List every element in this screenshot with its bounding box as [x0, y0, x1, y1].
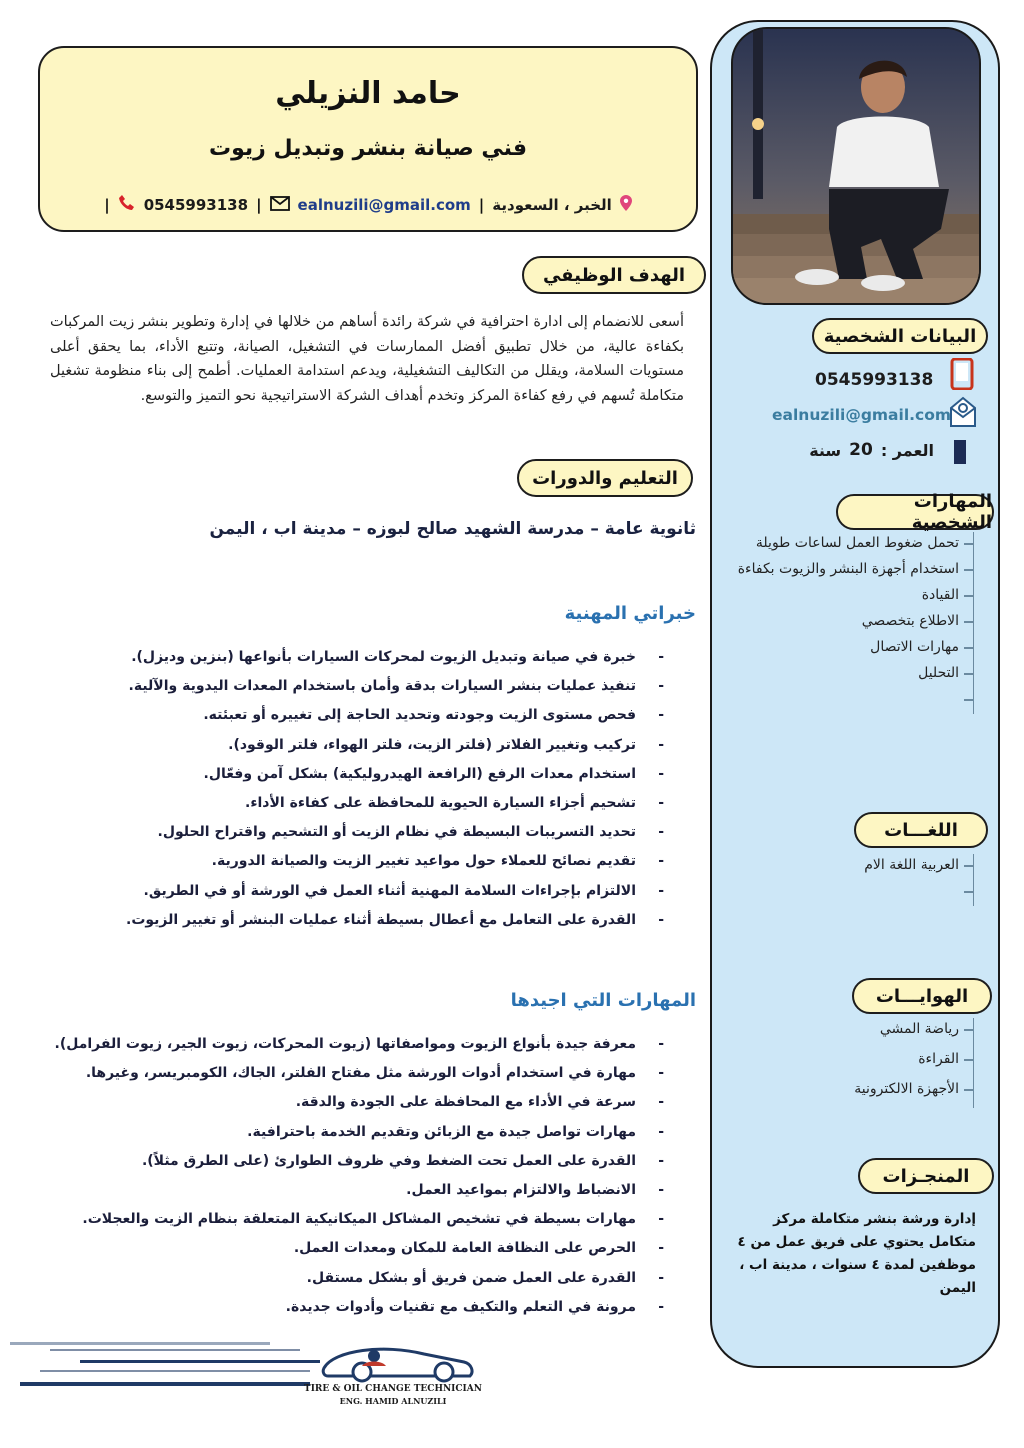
contact-line	[60, 194, 676, 216]
location-text: الخبر ، السعودية	[492, 196, 612, 214]
envelope-icon	[270, 196, 290, 215]
separator: |	[104, 196, 110, 214]
list-item	[864, 880, 973, 906]
list-item: - تركيب وتغيير الفلاتر (فلتر الزيت، فلتر الهواء، فلتر الوقود).	[126, 733, 664, 762]
age-value: 20	[849, 440, 873, 460]
list-item: - القدرة على العمل ضمن فريق أو بشكل مستقل.	[55, 1266, 665, 1295]
list-item: - مرونة في التعلم والتكيف مع تقنيات وأدوات جديدة.	[55, 1295, 665, 1324]
list-item: - فحص مستوى الزيت وجودته وتحديد الحاجة إلى تغييره أو تعبئته.	[126, 703, 664, 732]
list-item: - تنفيذ عمليات بنشر السيارات بدقة وأمان باستخدام المعدات اليدوية والآلية.	[126, 674, 664, 703]
soft-skills-heading: المهارات الشخصية	[836, 494, 994, 530]
achievements-heading: المنجـزات	[858, 1158, 994, 1194]
list-item: - خبرة في صيانة وتبديل الزيوت لمحركات السيارات بأنواعها (بنزين وديزل).	[126, 645, 664, 674]
list-item: - معرفة جيدة بأنواع الزيوت ومواصفاتها (زيوت المحركات، زيوت الجير، زيوت الفرامل).	[55, 1032, 665, 1061]
list-item: - الحرص على النظافة العامة للمكان ومعدات العمل.	[55, 1236, 665, 1265]
separator: |	[256, 196, 262, 214]
age-marker-icon	[954, 440, 966, 464]
list-item: - القدرة على العمل تحت الضغط وفي ظروف الطوارئ (على الطرق مثلاً).	[55, 1149, 665, 1178]
list-item: الأجهزة الالكترونية	[854, 1078, 973, 1108]
education-heading: التعليم والدورات	[517, 459, 693, 497]
list-item: العربية اللغة الام	[864, 854, 973, 880]
list-item: - الانضباط والالتزام بمواعيد العمل.	[55, 1178, 665, 1207]
age-label: العمر :	[880, 440, 934, 460]
list-item: - مهارات بسيطة في تشخيص المشاكل الميكانيكية المتعلقة بنظام الزيت والعجلات.	[55, 1207, 665, 1236]
email-icon	[948, 396, 978, 432]
header-phone[interactable]: 0545993138	[143, 196, 249, 214]
list-item: - تشحيم أجزاء السيارة الحيوية للمحافظة على كفاءة الأداء.	[126, 791, 664, 820]
location-pin-icon	[620, 195, 632, 215]
separator: |	[478, 196, 485, 214]
age-line	[809, 440, 934, 460]
list-item: تحمل ضغوط العمل لساعات طويلة	[738, 532, 973, 558]
experience-list	[126, 645, 664, 937]
experience-heading: خبراتي المهنية	[564, 603, 696, 624]
sidebar-email[interactable]: ealnuzili@gmail.com	[772, 406, 952, 424]
list-item: الاطلاع بتخصصي	[738, 610, 973, 636]
header-email[interactable]: ealnuzili@gmail.com	[297, 196, 471, 214]
list-item: القيادة	[738, 584, 973, 610]
list-item: - استخدام معدات الرفع (الرافعة الهيدروليكية) بشكل آمن وفعّال.	[126, 762, 664, 791]
list-item: - مهارة في استخدام أدوات الورشة مثل مفتاح الفلتر، الجاك، الكومبريسر، وغيرها.	[55, 1061, 665, 1090]
personal-info-heading: البيانات الشخصية	[812, 318, 988, 354]
list-item: التحليل	[738, 662, 973, 688]
logo-title: TIRE & OIL CHANGE TECHNICIAN	[304, 1384, 482, 1394]
hobbies-list	[854, 1018, 974, 1108]
soft-skills-list	[738, 532, 974, 714]
list-item: رياضة المشي	[854, 1018, 973, 1048]
languages-list	[864, 854, 974, 906]
list-item: مهارات الاتصال	[738, 636, 973, 662]
car-tire-logo-icon	[318, 1342, 478, 1388]
languages-heading: اللغـــات	[854, 812, 988, 848]
list-item: - القدرة على التعامل مع أعطال بسيطة أثناء عمليات البنشر أو تغيير الزيوت.	[126, 908, 664, 937]
achievements-text: إدارة ورشة بنشر متكاملة مركز متكامل يحتوي على فريق عمل من ٤ موظفين لمدة ٤ سنوات ، مدينة اب ، اليمن	[737, 1211, 976, 1296]
sidebar-phone[interactable]: 0545993138	[815, 370, 934, 390]
mobile-phone-icon	[950, 358, 974, 394]
objective-heading: الهدف الوظيفي	[522, 256, 706, 294]
profile-photo	[731, 27, 981, 305]
education-line: ثانوية عامة – مدرسة الشهيد صالح لبوزه – مدينة اب ، اليمن	[209, 519, 696, 539]
list-item: - تقديم نصائح للعملاء حول مواعيد تغيير الزيت والصيانة الدورية.	[126, 849, 664, 878]
list-item: - سرعة في الأداء مع المحافظة على الجودة والدقة.	[55, 1090, 665, 1119]
hobbies-heading: الهوايـــات	[852, 978, 992, 1014]
list-item: - مهارات تواصل جيدة مع الزبائن وتقديم الخدمة باحترافية.	[55, 1120, 665, 1149]
list-item	[738, 688, 973, 714]
person-name: حامد النزيلي	[275, 76, 461, 111]
list-item: - الالتزام بإجراءات السلامة المهنية أثناء العمل في الورشة أو في الطريق.	[126, 879, 664, 908]
age-unit: سنة	[809, 440, 842, 460]
list-item: - تحديد التسريبات البسيطة في نظام الزيت أو التشحيم واقتراح الحلول.	[126, 820, 664, 849]
header-card	[38, 46, 698, 232]
phone-icon	[118, 194, 136, 216]
skills-heading: المهارات التي اجيدها	[510, 990, 696, 1011]
logo-subtitle: ENG. HAMID ALNUZILI	[339, 1396, 447, 1406]
job-title: فني صيانة بنشر وتبديل زيوت	[208, 136, 528, 161]
skills-list	[55, 1032, 665, 1324]
list-item: القراءة	[854, 1048, 973, 1078]
list-item: استخدام أجهزة البنشر والزيوت بكفاءة	[738, 558, 973, 584]
objective-text: أسعى للانضمام إلى ادارة احترافية في شركة رائدة أساهم من خلالها في إدارة وتطوير بنشر زيت المركبات بكفاءة عالية، من خلال تطبيق أفضل الممارسات في التشغيل، الصيانة، وتتبع الأداء، بما يحقق أعلى مستويات السلامة، ويقلل من التكاليف التشغيلية، ويدعم استدامة العمليات. أطمح إلى بناء منظومة تشغيل متكاملة تُسهم في رفع كفاءة المركز وتخدم أهداف الشركة الاستراتيجية نحو التميز والتوسع.	[50, 314, 684, 404]
